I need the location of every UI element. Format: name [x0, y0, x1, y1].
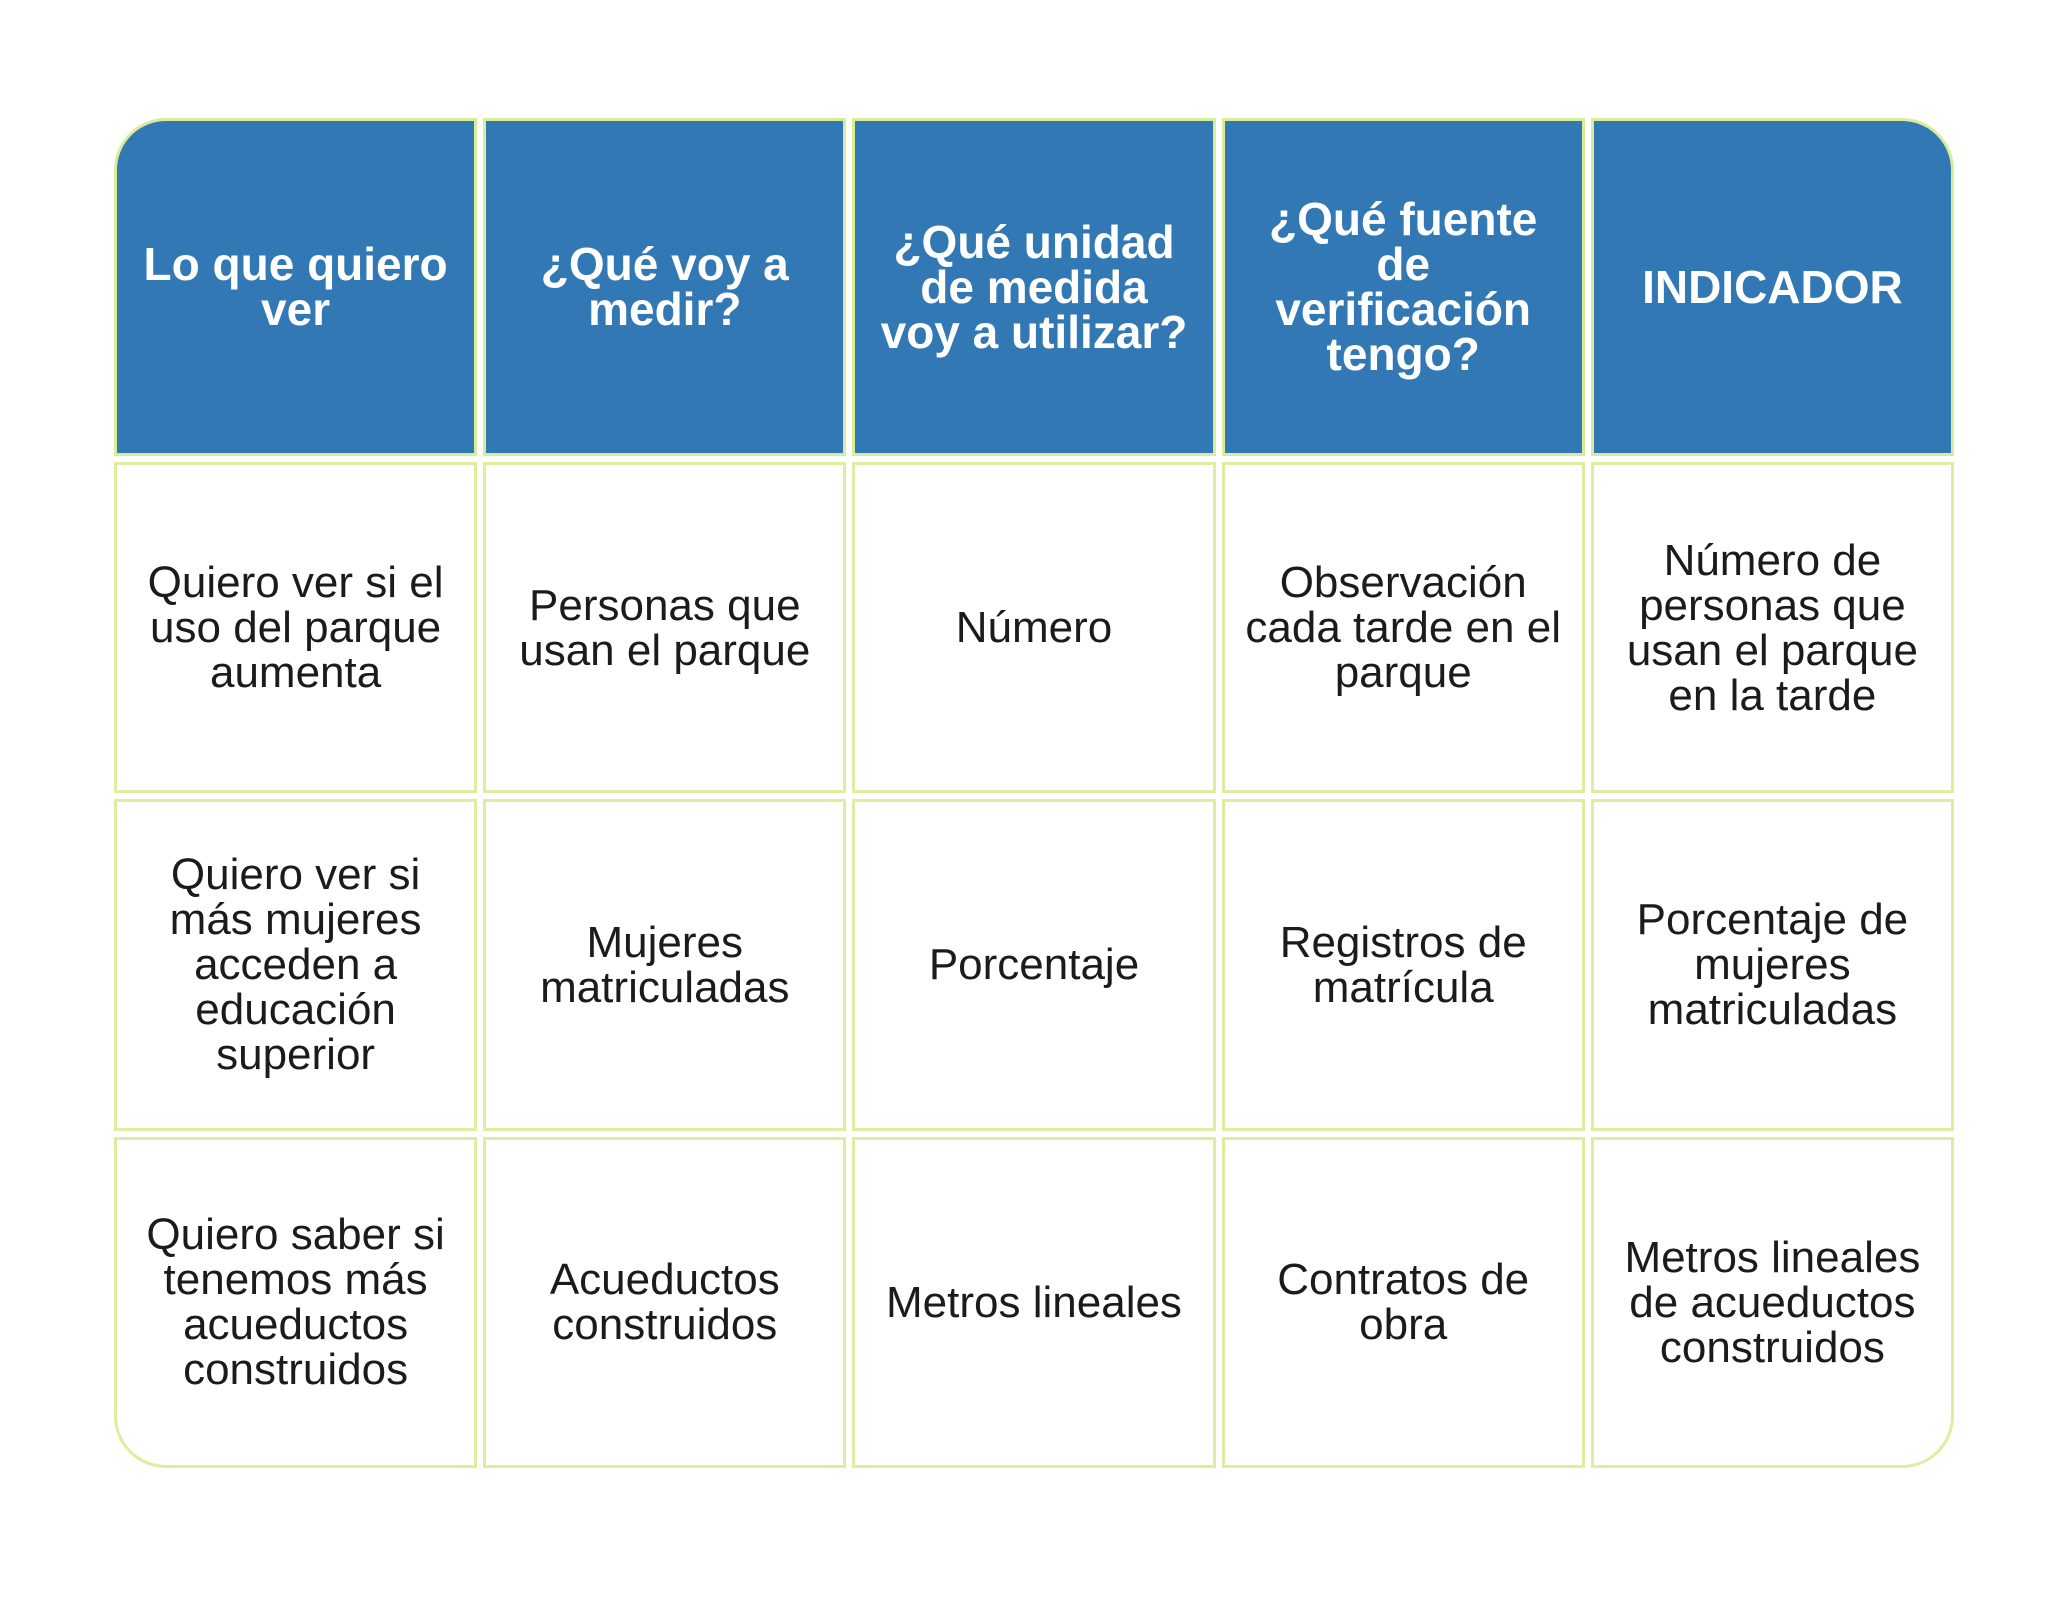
table-cell [1222, 462, 1585, 793]
table-cell [114, 1137, 477, 1468]
table-cell [483, 1137, 846, 1468]
table-cell [852, 1137, 1215, 1468]
table-cell [114, 462, 477, 793]
cell-text: Registros de matrícula [1279, 917, 1527, 1012]
cell-text: Porcentaje de mujeres matriculadas [1636, 895, 1909, 1035]
table-cell [852, 462, 1215, 793]
cell-text: Acueductos construidos [549, 1255, 780, 1350]
cell-text: Porcentaje [928, 940, 1140, 990]
cell-text: Metros lineales [886, 1277, 1182, 1327]
table-cell [852, 799, 1215, 1130]
cell-text: Mujeres matriculadas [540, 917, 790, 1012]
header-cell-indicador [1591, 118, 1954, 456]
table-cell [1222, 799, 1585, 1130]
cell-text: Personas que usan el parque [519, 580, 811, 675]
header-label: ¿Qué unidad de medida voy a utilizar? [880, 215, 1188, 358]
header-cell-que-voy-a-medir [483, 118, 846, 456]
cell-text: Observación cada tarde en el parque [1245, 558, 1561, 698]
indicator-table [114, 118, 1954, 1468]
header-label: ¿Qué fuente de verificación tengo? [1269, 193, 1538, 380]
table-cell [1591, 1137, 1954, 1468]
header-label: Lo que quiero ver [143, 238, 448, 335]
cell-text: Metros lineales de acueductos construidos [1624, 1232, 1921, 1372]
cell-text: Número de personas que usan el parque en la tarde [1626, 535, 1918, 720]
table-cell [1222, 1137, 1585, 1468]
header-cell-lo-que-quiero-ver [114, 118, 477, 456]
cell-text: Contratos de obra [1277, 1255, 1530, 1350]
cell-text: Quiero ver si más mujeres acceden a educación superior [169, 850, 422, 1080]
header-label: INDICADOR [1642, 260, 1903, 313]
header-cell-unidad-de-medida [852, 118, 1215, 456]
header-label: ¿Qué voy a medir? [540, 238, 789, 335]
cell-text: Número [955, 603, 1113, 653]
table-cell [483, 462, 846, 793]
table-cell [483, 799, 846, 1130]
table-cell [1591, 799, 1954, 1130]
table-cell [114, 799, 477, 1130]
cell-text: Quiero ver si el uso del parque aumenta [147, 558, 444, 698]
cell-text: Quiero saber si tenemos más acueductos construidos [146, 1210, 445, 1395]
table-cell [1591, 462, 1954, 793]
header-cell-fuente-de-verificacion [1222, 118, 1585, 456]
